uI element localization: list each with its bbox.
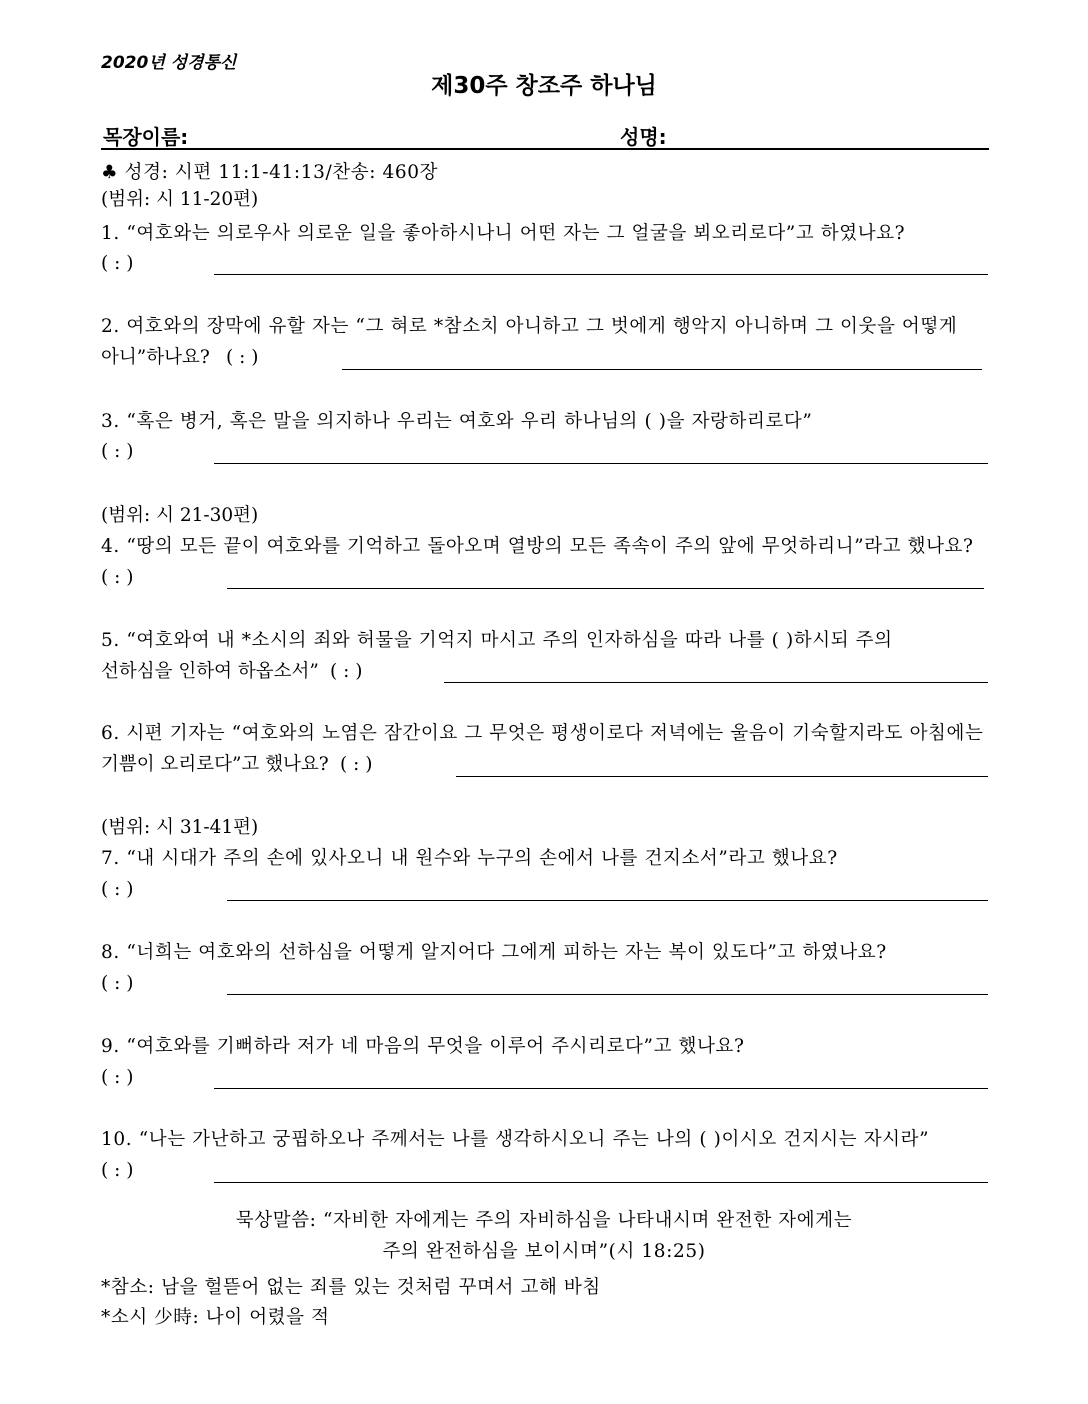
answer-paren-10: ( : ) [101,1160,134,1181]
section-label-1: (범위: 시 11-20편) [101,189,259,210]
page-title: 제30주 창조주 하나님 [431,73,657,99]
answer-line-6[interactable] [456,776,988,777]
header-underline [101,148,989,150]
footnote-2: *소시 少時: 나이 어렸을 적 [101,1307,330,1328]
question-8: 8. “너희는 여호와의 선하심을 어떻게 알지어다 그에게 피하는 자는 복이 있도다”고 하였나요? [101,942,887,963]
answer-paren-7: ( : ) [101,879,134,900]
question-6-cont: 기쁨이 오리로다”고 했나요? [101,754,329,775]
question-2: 2. 여호와의 장막에 유할 자는 “그 혀로 *참소치 아니하고 그 벗에게 행악지 아니하며 그 이웃을 어떻게 [101,316,958,337]
answer-line-8[interactable] [227,994,988,995]
question-10: 10. “나는 가난하고 궁핍하오나 주께서는 나를 생각하시오니 주는 나의 ( )이시오 건지시는 자시라” [101,1129,930,1150]
question-5-cont: 선하심을 인하여 하옵소서” [101,661,319,682]
answer-line-3[interactable] [214,463,988,464]
question-1: 1. “여호와는 의로우사 의로운 일을 좋아하시나니 어떤 자는 그 얼굴을 뵈오리로다”고 하였나요? [101,223,906,244]
question-6: 6. 시편 기자는 “여호와의 노염은 잠간이요 그 무엇은 평생이로다 저녁에는 울음이 기숙할지라도 아침에는 [101,723,984,744]
answer-line-9[interactable] [214,1088,988,1089]
meditation-verse-line-1: 묵상말씀: “자비한 자에게는 주의 자비하심을 나타내시며 완전한 자에게는 [235,1210,853,1231]
footnote-1: *참소: 남을 헐뜯어 없는 죄를 있는 것처럼 꾸며서 고해 바침 [101,1277,601,1298]
group-name-label: 목장이름: [103,125,189,149]
answer-paren-8: ( : ) [101,973,134,994]
answer-paren-6: ( : ) [340,754,373,775]
question-7: 7. “내 시대가 주의 손에 있사오니 내 원수와 누구의 손에서 나를 건지소서”라고 했나요? [101,848,838,869]
year-label: 2020년 성경통신 [101,53,237,73]
answer-line-1[interactable] [214,274,988,275]
question-4: 4. “땅의 모든 끝이 여호와를 기억하고 돌아오며 열방의 모든 족속이 주의 앞에 무엇하리니”라고 했나요? [101,536,974,557]
answer-paren-2: ( : ) [226,347,259,368]
answer-paren-9: ( : ) [101,1067,134,1088]
answer-line-2[interactable] [342,369,982,370]
section-label-3: (범위: 시 31-41편) [101,817,259,838]
answer-line-4[interactable] [227,588,984,589]
answer-paren-3: ( : ) [101,441,134,462]
question-5: 5. “여호와여 내 *소시의 죄와 허물을 기억지 마시고 주의 인자하심을 따라 나를 ( )하시되 주의 [101,630,893,651]
answer-paren-5: ( : ) [330,661,363,682]
question-3: 3. “혹은 병거, 혹은 말을 의지하나 우리는 여호와 우리 하나님의 ( )을 자랑하리로다” [101,411,813,432]
question-2-cont: 아니”하나요? [101,347,210,368]
question-9: 9. “여호와를 기뻐하라 저가 네 마음의 무엇을 이루어 주시리로다”고 했나요? [101,1036,745,1057]
answer-line-5[interactable] [444,682,988,683]
answer-line-7[interactable] [227,900,988,901]
answer-line-10[interactable] [214,1182,988,1183]
meditation-verse-line-2: 주의 완전하심을 보이시며”(시 18:25) [382,1241,706,1262]
answer-paren-1: ( : ) [101,253,134,274]
scripture-line: ♣ 성경: 시편 11:1-41:13/찬송: 460장 [101,162,439,183]
section-label-2: (범위: 시 21-30편) [101,505,259,526]
person-name-label: 성명: [620,125,667,149]
answer-paren-4: ( : ) [101,567,134,588]
